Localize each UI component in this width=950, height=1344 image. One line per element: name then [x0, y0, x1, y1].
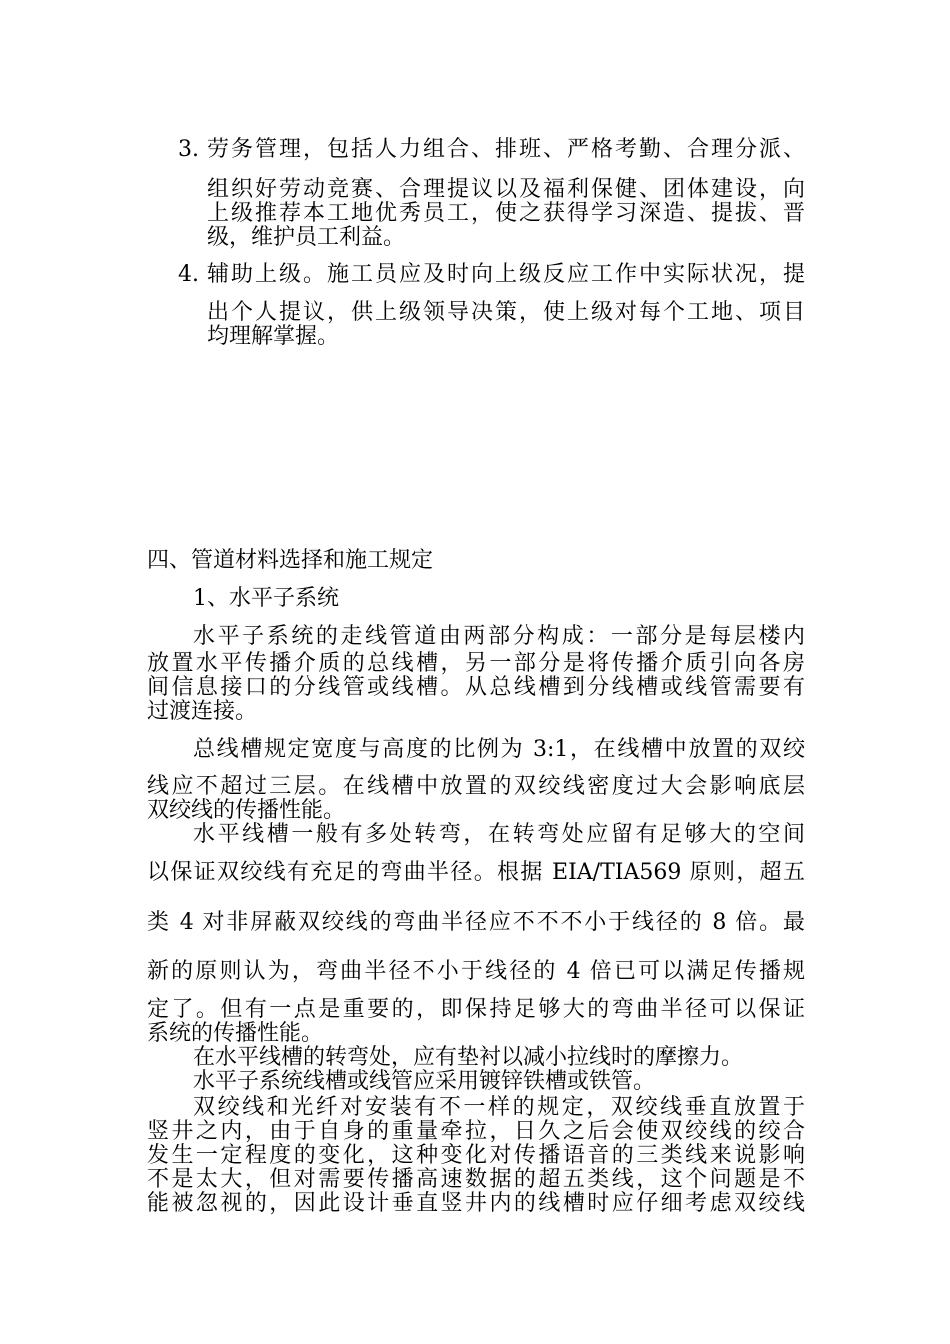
paragraph-3-line-5: 定了。但有一点是重要的，即保持足够大的弯曲半径可以保证 — [147, 997, 805, 1022]
paragraph-6-line-3: 发生一定程度的变化，这种变化对传播语音的三类线来说影响 — [147, 1143, 805, 1168]
section-heading: 四、管道材料选择和施工规定 — [147, 548, 434, 573]
paragraph-3-line-2: 以保证双绞线有充足的弯曲半径。根据 EIA/TIA569 原则，超五 — [147, 860, 805, 885]
paragraph-2-line-3: 双绞线的传播性能。 — [147, 798, 346, 823]
paragraph-6-line-4: 不是太大，但对需要传播高速数据的超五类线，这个问题是不 — [147, 1167, 805, 1192]
paragraph-3-line-6: 系统的传播性能。 — [147, 1021, 324, 1046]
paragraph-6-line-5: 能被忽视的，因此设计垂直竖井内的线槽时应仔细考虑双绞线 — [147, 1191, 805, 1216]
paragraph-3-line-4: 新的原则认为，弯曲半径不小于线径的 4 倍已可以满足传播规 — [147, 959, 805, 984]
paragraph-5: 水平子系统线槽或线管应采用镀锌铁槽或铁管。 — [193, 1069, 656, 1094]
list-item-3-line-1: 劳务管理，包括人力组合、排班、严格考勤、合理分派、 — [207, 137, 805, 162]
paragraph-2-line-1: 总线槽规定宽度与高度的比例为 3:1，在线槽中放置的双绞 — [193, 737, 805, 762]
list-number-4: 4. — [178, 262, 199, 287]
paragraph-1-line-2: 放置水平传播介质的总线槽，另一部分是将传播介质引向各房 — [147, 651, 805, 676]
section-subheading: 1、水平子系统 — [193, 586, 339, 611]
list-number-3: 3. — [178, 137, 199, 162]
list-item-4-line-2: 出个人提议，供上级领导决策，使上级对每个工地、项目 — [207, 300, 805, 325]
list-item-4-line-3: 均理解掌握。 — [207, 324, 340, 349]
paragraph-3-line-1: 水平线槽一般有多处转弯，在转弯处应留有足够大的空间 — [193, 822, 805, 847]
paragraph-2-line-2: 线应不超过三层。在线槽中放置的双绞线密度过大会影响底层 — [147, 774, 805, 799]
paragraph-3-line-3: 类 4 对非屏蔽双绞线的弯曲半径应不不不小于线径的 8 倍。最 — [147, 910, 805, 935]
list-item-3-line-2: 组织好劳动竞赛、合理提议以及福利保健、团体建设，向 — [207, 177, 805, 202]
paragraph-1-line-3: 间信息接口的分线管或线槽。从总线槽到分线槽或线管需要有 — [147, 675, 805, 700]
paragraph-4: 在水平线槽的转弯处，应有垫衬以减小拉线时的摩擦力。 — [193, 1045, 744, 1070]
list-item-3-line-4: 级，维护员工利益。 — [207, 225, 406, 250]
list-item-4-line-1: 辅助上级。施工员应及时向上级反应工作中实际状况，提 — [207, 262, 805, 287]
paragraph-1-line-1: 水平子系统的走线管道由两部分构成：一部分是每层楼内 — [193, 624, 805, 649]
list-item-3-line-3: 上级推荐本工地优秀员工，使之获得学习深造、提拔、晋 — [207, 201, 805, 226]
paragraph-1-line-4: 过渡连接。 — [147, 699, 258, 724]
paragraph-6-line-2: 竖井之内，由于自身的重量牵拉，日久之后会使双绞线的绞合 — [147, 1119, 805, 1144]
paragraph-6-line-1: 双绞线和光纤对安装有不一样的规定，双绞线垂直放置于 — [193, 1095, 805, 1120]
